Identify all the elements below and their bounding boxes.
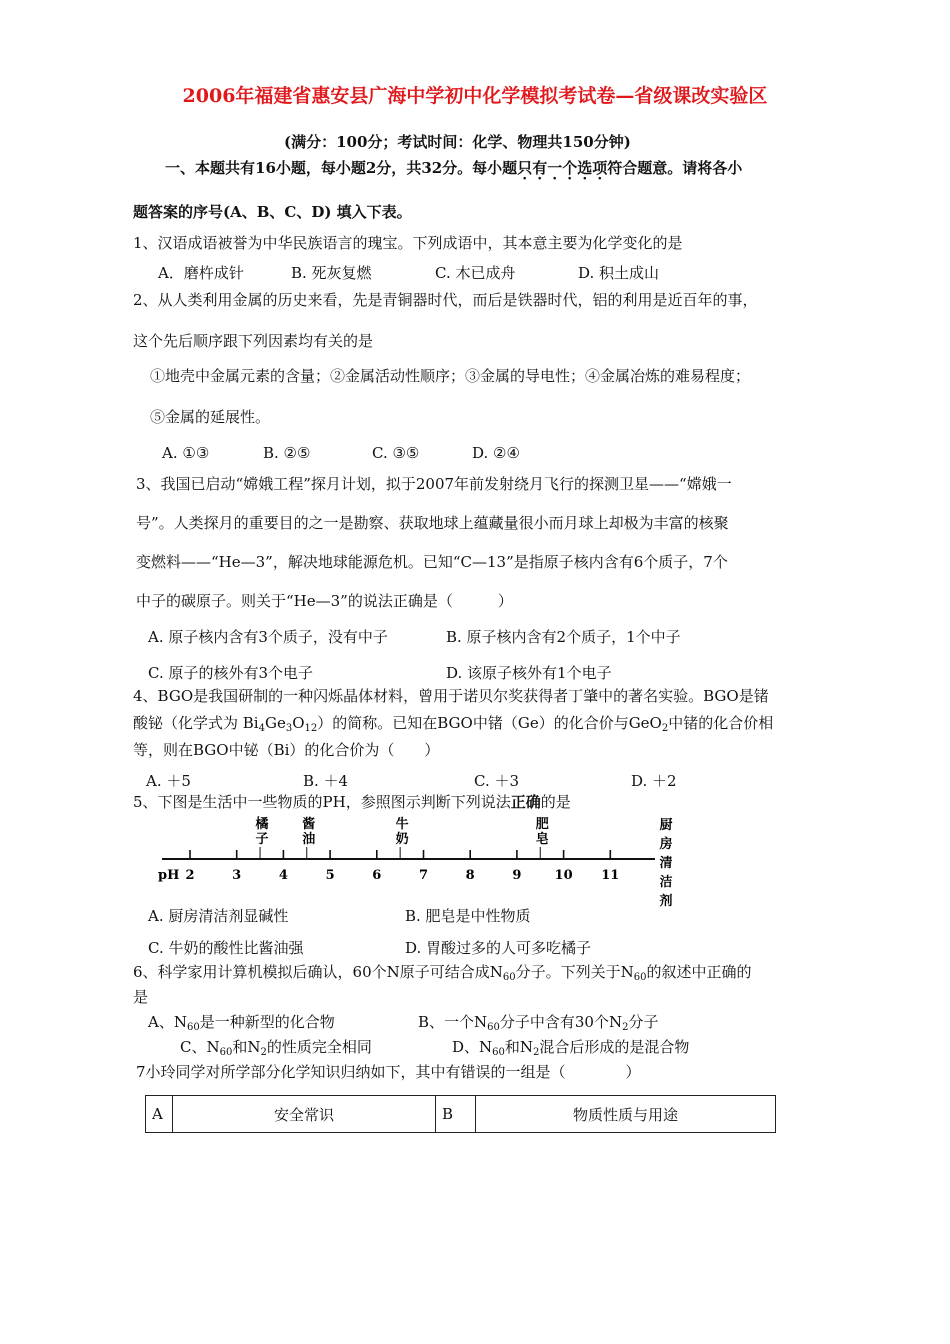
ph-tick-label: 3	[232, 868, 242, 883]
ph-tick-label: 11	[601, 868, 620, 883]
subscript: 2	[661, 723, 669, 734]
q6-option-b	[418, 1012, 659, 1032]
q3-option-d: D. 该原子核外有1个电子	[446, 664, 612, 682]
q5-option-b: B. 肥皂是中性物质	[405, 907, 531, 925]
text-segment: ）的简称。已知在BGO中锗（Ge）的化合价与GeO	[317, 714, 662, 732]
emphasis-char: 个	[562, 159, 578, 177]
text-segment: 的是	[540, 793, 571, 811]
table-row	[146, 1096, 776, 1133]
q3-option-b: B. 原子核内含有2个质子，1个中子	[446, 628, 681, 646]
question-3-stem-line1: 3、我国已启动“嫦娥工程”探月计划，拟于2007年前发射绕月飞行的探测卫星——“嫦娥一	[136, 475, 732, 493]
q1-option-d: D. 积土成山	[578, 264, 660, 282]
subscript: 60	[492, 1047, 505, 1058]
text-segment: 分子	[628, 1013, 659, 1031]
question-7-stem: 7小玲同学对所学部分化学知识归纳如下，其中有错误的一组是（ ）	[136, 1063, 641, 1081]
ph-substance-label: 皂	[535, 832, 549, 847]
instruction-text: 一、本题共有16小题，每小题2分，共32分。每小题	[165, 159, 518, 177]
ph-tick-label: 8	[465, 868, 475, 883]
ph-substance-label: 橘	[255, 817, 269, 832]
text-segment: Ge	[264, 714, 286, 732]
q4-option-a: A. ＋5	[146, 772, 191, 790]
q3-option-a: A. 原子核内含有3个质子，没有中子	[148, 628, 388, 646]
question-6-stem-line1	[133, 962, 752, 982]
table-cell-b-title: 物质性质与用途	[476, 1096, 776, 1133]
emphasis-char: 选	[577, 159, 593, 177]
q7-table	[145, 1095, 776, 1133]
ph-substance-label: 牛	[395, 817, 409, 832]
question-2-stem-line3: ①地壳中金属元素的含量；②金属活动性顺序；③金属的导电性；④金属冶炼的难易程度；	[150, 367, 751, 385]
ph-tick-label: 4	[278, 868, 288, 883]
q5-option-a: A. 厨房清洁剂显碱性	[148, 907, 289, 925]
q4-option-c: C. ＋3	[474, 772, 520, 790]
question-2-stem-line4: ⑤金属的延展性。	[150, 408, 271, 426]
q2-option-d: D. ②④	[472, 444, 520, 462]
ph-tick-label: 2	[185, 868, 195, 883]
ph-substance-label: 清	[659, 856, 673, 871]
q4-option-b: B. ＋4	[303, 772, 349, 790]
text-segment: A、N	[148, 1013, 187, 1031]
text-segment: 的叙述中正确的	[646, 963, 752, 981]
emphasis-char: 有	[532, 159, 548, 177]
q3-option-c: C. 原子的核外有3个电子	[148, 664, 314, 682]
ph-substance-label: 酱	[302, 817, 316, 832]
text-segment: 分子。下列关于N	[515, 963, 634, 981]
question-2-stem-line2: 这个先后顺序跟下列因素均有关的是	[133, 332, 374, 350]
instruction-text: 符合题意。请将各小	[607, 159, 743, 177]
q6-option-d	[452, 1037, 689, 1057]
subscript: 2	[622, 1022, 629, 1033]
text-segment: 是一种新型的化合物	[199, 1013, 335, 1031]
text-segment: O	[292, 714, 305, 732]
text-segment: 混合后形成的是混合物	[539, 1038, 690, 1056]
page-title: 2006年福建省惠安县广海中学初中化学模拟考试卷—省级课改实验区	[182, 85, 768, 107]
emphasis-char: 只	[517, 159, 533, 177]
ph-tick-label: 10	[554, 868, 573, 883]
question-3-stem-line2: 号”。人类探月的重要目的之一是勘察、获取地球上蕴藏量很小而月球上却极为丰富的核聚	[136, 514, 729, 532]
q1-option-c: C. 木已成舟	[435, 264, 516, 282]
text-segment: 5、下图是生活中一些物质的PH，参照图示判断下列说法	[133, 793, 511, 811]
section-instruction-line2: 题答案的序号(A、B、C、D) 填入下表。	[133, 203, 412, 221]
subscript: 12	[304, 723, 318, 734]
table-cell-b-label: B	[436, 1096, 476, 1133]
question-4-stem-line1: 4、BGO是我国研制的一种闪烁晶体材料，曾用于诺贝尔奖获得者丁肇中的著名实验。BGO是锗	[133, 687, 769, 705]
ph-axis-label: pH	[158, 868, 180, 883]
text-segment: C、N	[180, 1038, 220, 1056]
section-instruction-line1	[165, 158, 742, 178]
question-5-stem	[133, 792, 571, 812]
question-4-stem-line3: 等，则在BGO中铋（Bi）的化合价为（ ）	[133, 741, 440, 759]
question-3-stem-line4: 中子的碳原子。则关于“He—3”的说法正确是（ ）	[136, 592, 513, 610]
subscript: 60	[219, 1047, 233, 1058]
question-2-stem-line1: 2、从人类利用金属的历史来看，先是青铜器时代，而后是铁器时代，铝的利用是近百年的事，	[133, 291, 758, 309]
subscript: 60	[633, 972, 647, 983]
ph-scale-diagram	[150, 815, 690, 909]
subscript: 2	[260, 1047, 267, 1058]
question-4-stem-line2	[133, 713, 773, 733]
subscript: 3	[285, 723, 293, 734]
question-1-stem: 1、汉语成语被誉为中华民族语言的瑰宝。下列成语中，其本意主要为化学变化的是	[133, 234, 683, 252]
subscript: 4	[258, 723, 265, 734]
q2-option-c: C. ③⑤	[372, 444, 420, 462]
text-segment: 酸铋（化学式为 Bi	[133, 714, 259, 732]
q4-option-d: D. ＋2	[631, 772, 677, 790]
ph-substance-label: 奶	[395, 832, 409, 847]
emphasis-text: 正确	[510, 793, 541, 811]
ph-substance-label: 剂	[659, 894, 673, 909]
q2-option-b: B. ②⑤	[263, 444, 311, 462]
ph-substance-label: 油	[302, 832, 316, 847]
ph-tick-label: 7	[418, 868, 429, 883]
ph-substance-label: 洁	[659, 875, 673, 890]
q2-option-a: A. ①③	[162, 444, 210, 462]
q1-option-a: A．磨杵成针	[158, 264, 244, 282]
table-cell-a-label: A	[146, 1096, 173, 1133]
text-segment: 和N	[504, 1038, 534, 1056]
ph-substance-label: 肥	[535, 817, 549, 832]
ph-substance-label: 子	[255, 832, 269, 847]
ph-tick-label: 6	[372, 868, 382, 883]
subscript: 60	[502, 972, 516, 983]
text-segment: 分子中含有30个N	[499, 1013, 623, 1031]
text-segment: 的性质完全相同	[266, 1038, 372, 1056]
q5-option-d: D. 胃酸过多的人可多吃橘子	[405, 939, 592, 957]
text-segment: B、一个N	[418, 1013, 488, 1031]
emphasis-char: 一	[547, 159, 563, 177]
table-cell-a-title: 安全常识	[173, 1096, 436, 1133]
question-3-stem-line3: 变燃料——“He—3”，解决地球能源危机。已知“C—13”是指原子核内含有6个质子，7个	[136, 553, 728, 571]
ph-substance-label: 厨	[659, 818, 673, 833]
ph-tick-label: 5	[325, 868, 335, 883]
ph-substance-label: 房	[659, 837, 673, 852]
text-segment: 6、科学家用计算机模拟后确认，60个N原子可结合成N	[133, 963, 503, 981]
text-segment: 和N	[232, 1038, 261, 1056]
exam-info: (满分：100分；考试时间：化学、物理共150分钟)	[284, 133, 631, 151]
subscript: 60	[186, 1022, 200, 1033]
q6-option-c	[180, 1037, 372, 1057]
text-segment: 中锗的化合价相	[668, 714, 774, 732]
question-6-stem-line2: 是	[133, 988, 149, 1006]
emphasis-dotted-text	[517, 159, 607, 177]
q6-option-a	[148, 1012, 335, 1032]
q5-option-c: C. 牛奶的酸性比酱油强	[148, 939, 304, 957]
emphasis-char: 项	[592, 159, 608, 177]
subscript: 60	[487, 1022, 500, 1033]
q1-option-b: B. 死灰复燃	[291, 264, 372, 282]
subscript: 2	[533, 1047, 540, 1058]
ph-tick-label: 9	[512, 868, 522, 883]
text-segment: D、N	[452, 1038, 493, 1056]
